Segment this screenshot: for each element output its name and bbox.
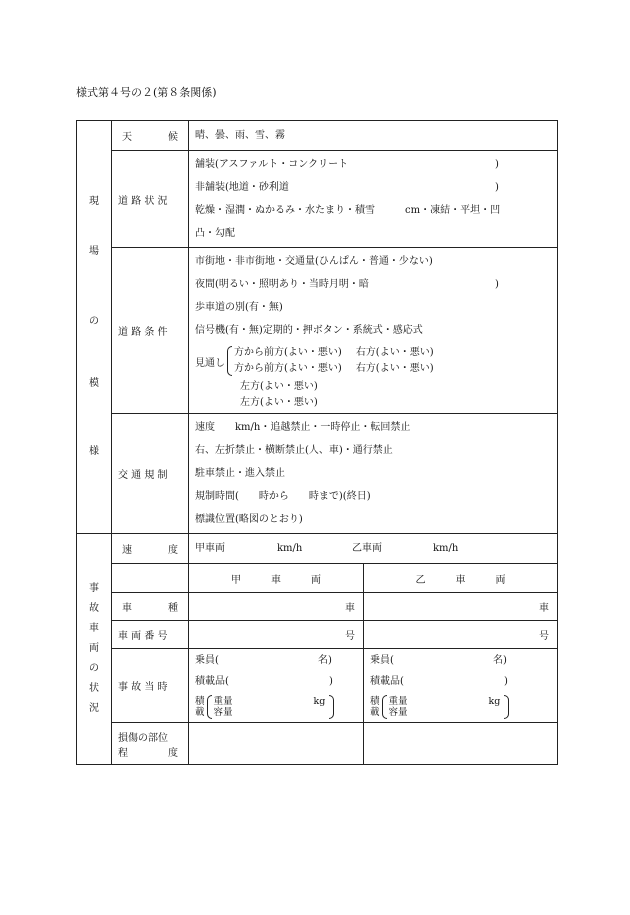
visibility-block: 見通し 方から前方(よい・悪い) 右方(よい・悪い) 方から前方(よい・悪い) 右方(よい・悪い) (195, 347, 434, 374)
speed-label: 速 度 (112, 534, 189, 564)
vehicle-type-label: 車 種 (112, 593, 189, 621)
at-time-label: 事 故 当 時 (112, 649, 189, 723)
road-condition-label: 道 路 条 件 (112, 248, 189, 414)
vehicle-header-blank (112, 564, 189, 593)
road-condition-options[interactable]: 市街地・非市街地・交通量(ひんぱん・普通・少ない) 夜間(明るい・照明あり・当時月明・暗 ) 歩車道の別(有・無) 信号機(有・無)定期的・押ボタン・系統式・感応式 見通し 方から前方(よい・悪い) 右方(よい・悪い) 方から前方(よい・悪い) 右方(よい・悪い) 左方(よい・悪い) 左方(よい・悪い) (189, 248, 558, 414)
vehicle-b-number[interactable]: 号 (364, 621, 558, 649)
vehicle-b-damage[interactable] (364, 723, 558, 765)
damage-label: 損傷の部位 程 度 (112, 723, 189, 765)
traffic-regulation-label: 交 通 規 制 (112, 414, 189, 534)
scene-group-label: 現 場 の 模 様 (77, 121, 112, 534)
traffic-regulation-options[interactable]: 速度 km/h・追越禁止・一時停止・転回禁止 右、左折禁止・横断禁止(人、車)・通行禁止 駐車禁止・進入禁止 規制時間( 時から 時まで)(終日) 標識位置(略図のとおり) (189, 414, 558, 534)
form-title: 様式第４号の２(第８条関係) (76, 86, 217, 99)
vehicle-b-at-time[interactable]: 乗員( 名) 積載品( ) 積 載 重量 容量 kg (364, 649, 558, 723)
weather-label: 天 候 (112, 121, 189, 151)
road-state-options[interactable]: 舗装(アスファルト・コンクリート ) 非舗装(地道・砂利道 ) 乾燥・湿潤・ぬかるみ・水たまり・積雪 cm・凍結・平坦・凹 凸・勾配 (189, 151, 558, 248)
vehicle-number-label: 車 両 番 号 (112, 621, 189, 649)
vehicle-a-header: 甲 車 両 (189, 564, 364, 593)
vehicle-a-type[interactable]: 車 (189, 593, 364, 621)
vehicle-a-damage[interactable] (189, 723, 364, 765)
weather-options[interactable]: 晴、曇、雨、雪、霧 (189, 121, 558, 151)
visibility-bracket (227, 346, 232, 376)
speed-field[interactable]: 甲車両 km/h 乙車両 km/h (189, 534, 558, 564)
vehicle-a-at-time[interactable]: 乗員( 名) 積載品( ) 積 載 重量 容量 kg (189, 649, 364, 723)
vehicle-group-label: 事 故 車 両 の 状 況 (77, 534, 112, 765)
vehicle-b-type[interactable]: 車 (364, 593, 558, 621)
road-state-label: 道 路 状 況 (112, 151, 189, 248)
accident-form-table (76, 120, 558, 765)
vehicle-b-header: 乙 車 両 (364, 564, 558, 593)
vehicle-a-number[interactable]: 号 (189, 621, 364, 649)
